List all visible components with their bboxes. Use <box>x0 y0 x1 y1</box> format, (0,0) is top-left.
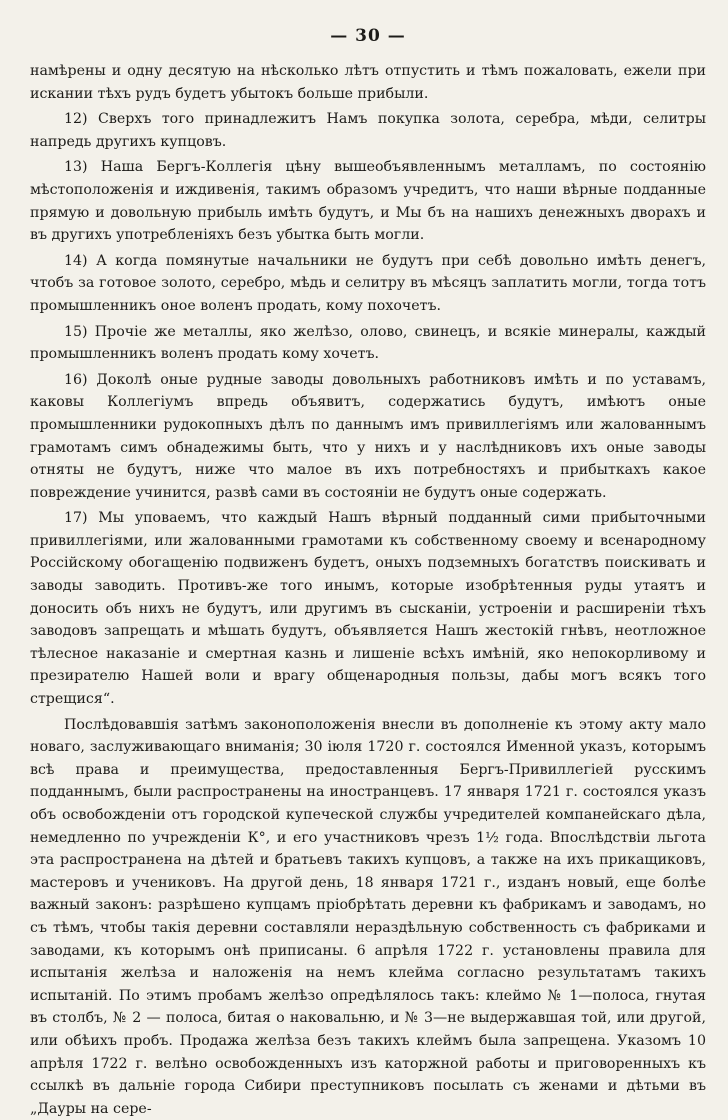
page-number: — 30 — <box>330 26 406 46</box>
paragraph-article-13: 13) Наша Бергъ-Коллегія цѣну вышеобъявленнымъ металламъ, по состоянію мѣстоположенія и иждивенія, такимъ образомъ учредитъ, что наши вѣрные подданные прямую и довольную прибыль имѣть будутъ, и Мы бъ на нашихъ денежныхъ дворахъ и въ другихъ употребленіяхъ безъ убытка быть могли. <box>30 159 706 244</box>
paragraph-article-14: 14) А когда помянутые начальники не будутъ при себѣ довольно имѣть денегъ, чтобъ за готовое золото, серебро, мѣдь и селитру въ мѣсяцъ заплатить могли, тогда тотъ промышленникъ оное воленъ продать, кому похочетъ. <box>30 252 706 314</box>
paragraph-article-16: 16) Доколѣ оные рудные заводы довольныхъ работниковъ имѣть и по уставамъ, каковы Коллегіумъ впредь объявитъ, содержатись будутъ, имѣютъ оные промышленники рудокопныхъ дѣлъ по даннымъ имъ привиллегіямъ или жалованнымъ грамотамъ симъ обнадежимы быть, что у нихъ и у наслѣдниковъ ихъ оные заводы отняты не будутъ, ниже что малое въ ихъ потребностяхъ и прибыткахъ какое повреждение учинится, развѣ сами въ состояніи не будутъ оные содержать. <box>30 371 706 501</box>
paragraph-subsequent-legislation: Послѣдовавшія затѣмъ законоположенія внесли въ дополненіе къ этому акту мало новаго, заслуживающаго вниманія; 30 іюля 1720 г. состоялся Именной указъ, которымъ всѣ права и преимущества, предоставленныя Бергъ-Привиллегіей русскимъ подданнымъ, были распространены на иностранцевъ. 17 января 1721 г. состоялся указъ объ освобожденіи отъ городской купеческой службы учредителей компанейскаго дѣла, немедленно по учрежденіи К°, и его участниковъ чрезъ 1½ года. Впослѣдствіи льгота эта распространена на дѣтей и братьевъ такихъ купцовъ, а также на ихъ прикащиковъ, мастеровъ и учениковъ. На другой день, 18 января 1721 г., изданъ новый, еще болѣе важный законъ: разрѣшено купцамъ пріобрѣтать деревни къ фабрикамъ и заводамъ, но съ тѣмъ, чтобы такія деревни составляли нераздѣльную собственность съ фабриками и заводами, къ которымъ онѣ приписаны. 6 апрѣля 1722 г. установлены правила для испытанія желѣза и наложенія на немъ клейма согласно результатамъ такихъ испытаній. По этимъ пробамъ желѣзо опредѣлялось такъ: клеймо № 1—полоса, гнутая въ столбъ, № 2 — полоса, битая о наковальню, и № 3—не выдержавшая той, или другой, или обѣихъ пробъ. Продажа желѣза безъ такихъ клеймъ была запрещена. Указомъ 10 апрѣля 1722 г. велѣно освобожденныхъ изъ каторжной работы и приговоренныхъ къ ссылкѣ въ дальніе города Сибири преступниковъ посылать съ женами и дѣтьми въ „Дауры на сере- <box>30 716 706 1117</box>
paragraph-article-12: 12) Сверхъ того принадлежитъ Намъ покупка золота, серебра, мѣди, селитры напредь другихъ купцовъ. <box>30 111 706 150</box>
paragraph-continuation: намѣрены и одну десятую на нѣсколько лѣтъ отпустить и тѣмъ пожаловать, ежели при искании тѣхъ рудъ будетъ убытокъ больше прибыли. <box>30 63 706 102</box>
paragraph-article-15: 15) Прочіе же металлы, яко желѣзо, олово, свинецъ, и всякіе минералы, каждый промышленникъ воленъ продать кому хочетъ. <box>30 323 706 363</box>
paragraph-article-17: 17) Мы уповаемъ, что каждый Нашъ вѣрный подданный сими прибыточными привиллегіями, или жалованными грамотами къ собственному своему и всенародному Россійскому обогащенію подвиженъ будетъ, оныхъ подземныхъ богатствъ поискивать и заводы заводить. Противъ-же того инымъ, которые изобрѣтенныя руды утаятъ и доносить объ нихъ не будутъ, или другимъ въ сысканіи, устроеніи и расширеніи тѣхъ заводовъ запрещать и мѣшать будутъ, объявляется Нашъ жестокій гнѣвъ, неотложное тѣлесное наказаніе и смертная казнь и лишеніе всѣхъ имѣній, яко непокорливому и презирателю Нашей воли и врагу общенародныя пользы, дабы могъ всякъ того стрещися“. <box>30 510 706 708</box>
